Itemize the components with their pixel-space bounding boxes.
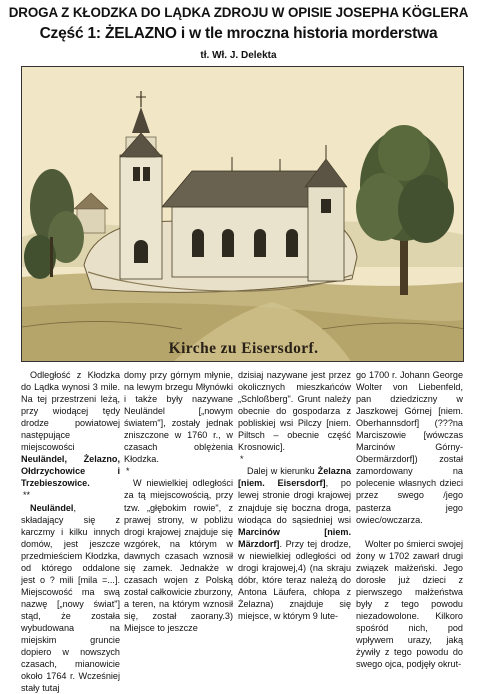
paragraph-text: Dalej w kierunku xyxy=(247,466,318,477)
paragraph-text: , po lewej stronie drogi krajowej znajduje się boczna droga, wiodąca do sąsiedniej wsi xyxy=(238,478,351,525)
article-title: Część 1: ŻELAZNO i w tle mroczna historia morderstwa xyxy=(39,25,438,42)
place-name: Żelazna [niem. Eisersdorf] xyxy=(238,466,351,489)
article-column-4 xyxy=(356,369,463,670)
paragraph: Wolter po śmierci swojej żony w 1702 zawarł drugi związek małżeński. Jego dorosłe już dzieci z pierwszego małżeństwa były z tego powodu niezadowolone. Kilkoro spośród nich, pod wpływem urazy, jaką żywiły z tego powodu do swego ojca, podjęły okrut- xyxy=(356,538,463,670)
paragraph-text: Odległość z Kłodzka do Lądka wynosi 3 mile. Na tej przestrzeni leżą, przy wiodącej tędy drodze powiatowej następujące miejscowości xyxy=(21,370,120,453)
place-name: Marcinów [niem. Märzdorf] xyxy=(238,526,351,549)
article-column-1 xyxy=(21,369,120,694)
paragraph xyxy=(21,369,120,489)
byline: tł. Wł. J. Delekta xyxy=(200,50,277,61)
paragraph-text: , składający się z karczmy i kilku innych domów, jest jeszcze przedmieściem Kłodzka, od którego oddalone jest o ? mili [mila =...]. Miejscowość ma swą nazwę [„nowy świat"] stąd, że została wybudowana na miejskim gruncie dopiero w nowszych czasach, mianowicie około 1764 r. Wcześniej stały tutaj xyxy=(21,502,120,694)
church-illustration xyxy=(21,66,464,362)
paragraph: W niewielkiej odległości za tą miejscowością, przy tzw. „głębokim rowie", z prawej strony, w pobliżu drogi krajowej znajduje się wzgórek, na którym w dawnych czasach wznosił się zamek. Jednakże w czasach wojen z Polską został całkowicie zburzony, a teren, na którym wznosił się, został zaorany.3) Miejsce to jeszcze xyxy=(124,478,234,633)
article-supertitle: DROGA Z KŁODZKA DO LĄDKA ZDROJU W OPISIE JOSEPHA KÖGLERA xyxy=(8,5,469,20)
paragraph xyxy=(238,465,351,622)
paragraph: dzisiaj nazywane jest przez okolicznych mieszkańców „Schloßberg". Grunt należy obecnie do gospodarza z pobliskiej wsi Pilczy [niem. Piltsch – obecnie część Krosnowic]. xyxy=(238,370,351,453)
section-separator: * xyxy=(126,466,130,477)
paragraph-text: . Przy tej drodze, w niewielkiej odległości od drogi krajowej,4) (na skraju dóbr, które teraz należą do Antona Läufera, chłopa z Żelazna) znajduje się miejsce, w którym 9 lute- xyxy=(238,538,351,621)
figure-caption: Kirche zu Eisersdorf. xyxy=(168,340,319,357)
place-names: Neuländel, Żelazno, Ołdrzychowice i Trzebieszowice. xyxy=(21,454,120,489)
article-column-2 xyxy=(124,369,233,634)
paragraph: go 1700 r. Johann George Wolter von Liebenfeld, pan dziedziczny w Jaszkowej Górnej [niem. Oberhannsdorf] (???na Marciszowie [wówczas Marcinów Górny-Obermärzdorf]) został zamordowany na polecenie własnych dzieci przez swego /jego pasterza jego owiec/owczarza. xyxy=(356,370,463,525)
church-engraving xyxy=(22,67,464,362)
section-separator: ** xyxy=(23,490,31,501)
paragraph: domy przy górnym młynie, na lewym brzegu Młynówki i także były nazywane Neuländel [„nowym światem"], zostały jednak zniszczone w 1760 r., w czasach oblężenia Kłodzka. xyxy=(124,370,233,465)
article-column-3 xyxy=(238,369,351,622)
paragraph xyxy=(21,502,120,694)
section-separator: * xyxy=(240,454,244,465)
place-name: Neuländel xyxy=(30,502,74,513)
